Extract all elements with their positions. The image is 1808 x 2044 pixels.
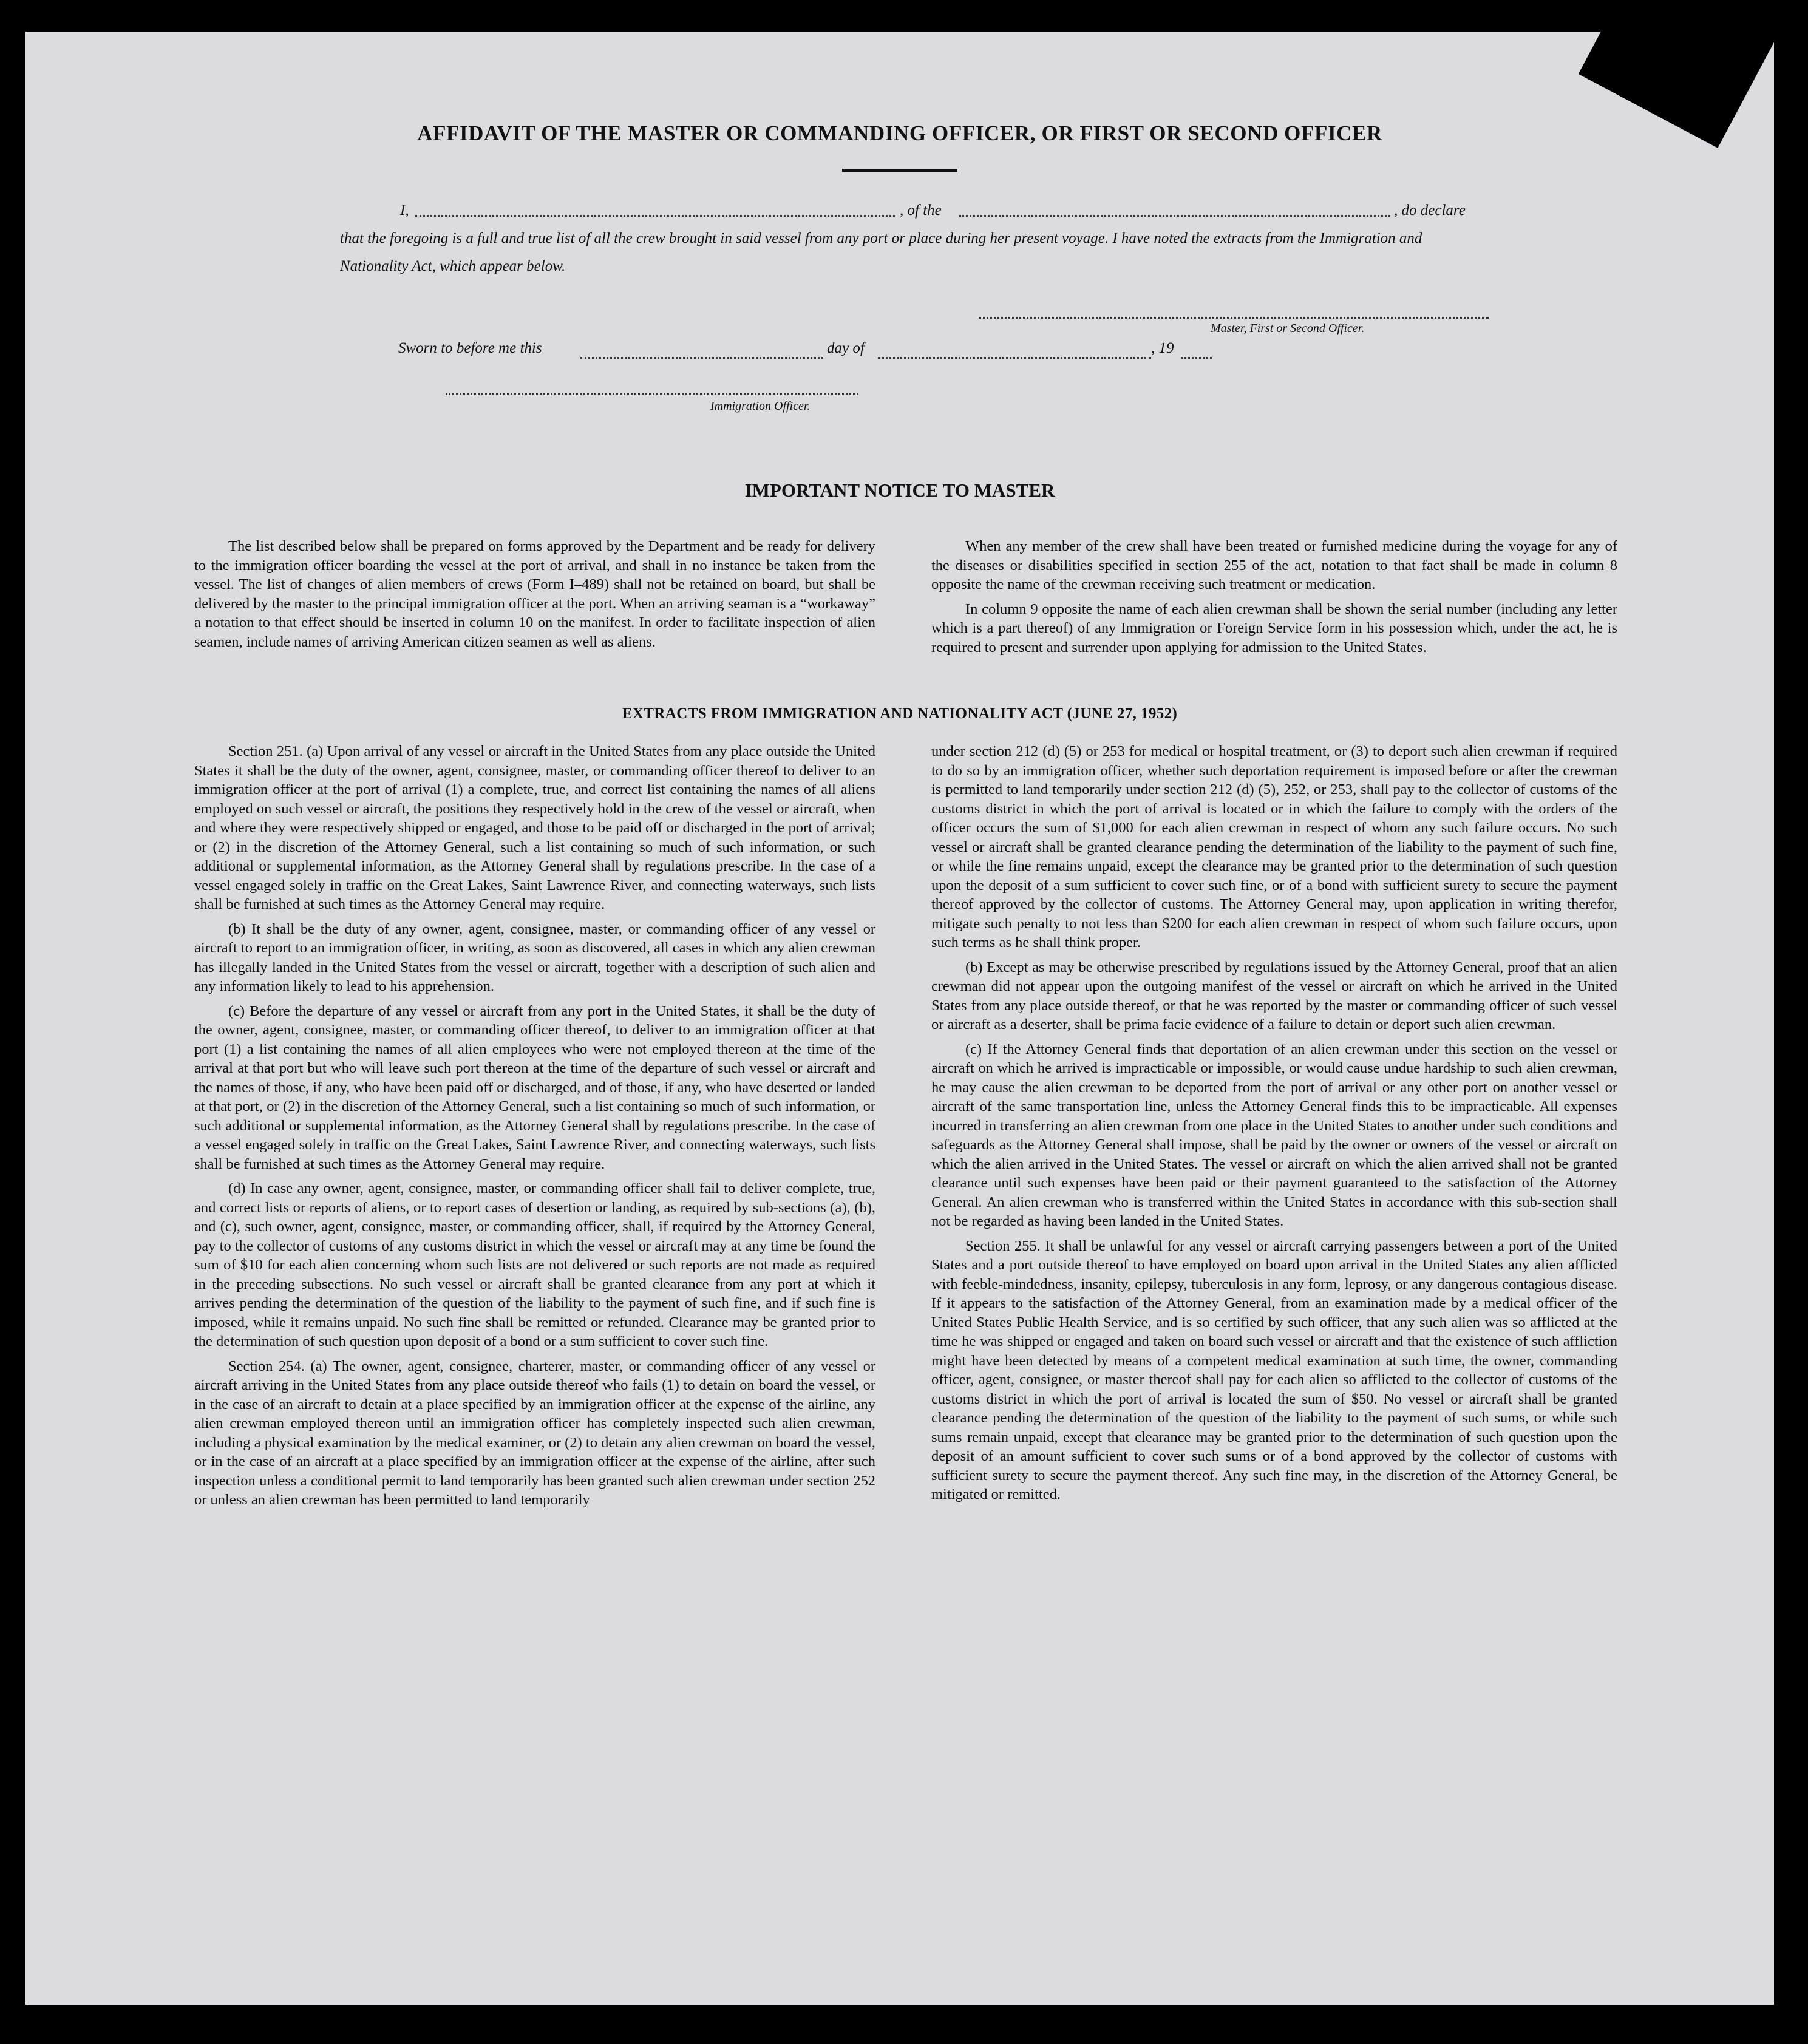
master-signature-label: Master, First or Second Officer.	[1211, 322, 1365, 335]
sworn-day-of: day of	[827, 340, 865, 356]
declaration-body: that the foregoing is a full and true list of all the crew brought in said vessel from any port or place during her present voyage. I have noted the extracts from the Immigration and Nationality Act, which appear below.	[340, 230, 1422, 274]
sworn-date-field[interactable]	[580, 357, 823, 359]
form-page	[25, 32, 1774, 2005]
section-254-b: (b) Except as may be otherwise prescribed by regulations issued by the Attorney General, proof that an alien crewman did not appear upon the outgoing manifest of the vessel or aircraft on which he arrived in the United States from any place outside thereof, or that he was reported by the master or commanding officer of such vessel or aircraft as a deserter, shall be prima facie evidence of a failure to detain or deport such alien crewman.	[931, 959, 1617, 1033]
officer-signature-label: Immigration Officer.	[710, 399, 811, 413]
affidavit-title: AFFIDAVIT OF THE MASTER OR COMMANDING OFFICER, OR FIRST OR SECOND OFFICER	[417, 121, 1382, 145]
extracts-right-column	[931, 742, 1617, 1510]
sworn-line	[398, 340, 1279, 364]
declarant-name-field[interactable]	[415, 215, 895, 217]
notice-right-column	[931, 537, 1617, 662]
section-251-d: (d) In case any owner, agent, consignee, master, or commanding officer shall fail to deliver complete, true, and correct lists or reports of aliens, or to report cases of desertion or landing, as required by sub-sections (a), (b), and (c), such owner, agent, consignee, master, or commanding officer, shall, if required by the Attorney General, pay to the collector of customs of any customs district in which the vessel or aircraft may at any time be found the sum of $10 for each alien concerning whom such lists are not delivered or such reports are not made as required in the preceding subsections. No such vessel or aircraft shall be granted clearance from any port at which it arrives pending the determination of the question of the liability to the payment of such fine, and if such fine is imposed, while it remains unpaid. No such fine shall be remitted or refunded. Clearance may be granted prior to the determination of such question upon deposit of a bond or a sum sufficient to cover such fine.	[194, 1180, 875, 1350]
section-251-a: Section 251. (a) Upon arrival of any vessel or aircraft in the United States from any place outside the United States it shall be the duty of the owner, agent, consignee, master, or commanding officer thereof to deliver to an immigration officer at the port of arrival (1) a complete, true, and correct list containing the names of all aliens employed on such vessel or aircraft, the positions they respectively hold in the crew of the vessel or aircraft, when and where they were respectively shipped or engaged, and those to be paid off or discharged in the port of arrival; or (2) in the discretion of the Attorney General, such a list containing so much of such information, or such additional or supplemental information, as the Attorney General shall by regulations prescribe. In the case of a vessel engaged solely in traffic on the Great Lakes, Saint Lawrence River, and connecting waterways, such lists shall be furnished at such times as the Attorney General may require.	[194, 743, 875, 912]
declaration-do-declare: , do declare	[1394, 202, 1466, 219]
notice-paragraph: In column 9 opposite the name of each alien crewman shall be shown the serial number (including any letter which is a part thereof) of any Immigration or Foreign Service form in his possession which, under the act, he is required to present and surrender upon applying for admission to the United States.	[931, 600, 1617, 656]
sworn-lead: Sworn to before me this	[398, 340, 542, 356]
notice-paragraph: When any member of the crew shall have been treated or furnished medicine during the voyage for any of the diseases or disabilities specified in section 255 of the act, notation to that fact shall be made in column 8 opposite the name of the crewman receiving such treatment or medication.	[931, 538, 1617, 592]
master-signature-line[interactable]	[979, 317, 1489, 319]
section-251-b: (b) It shall be the duty of any owner, agent, consignee, master, or commanding officer of any vessel or aircraft to report to an immigration officer, in writing, as soon as discovered, all cases in which any alien crewman has illegally landed in the United States from the vessel or aircraft, together with a description of such alien and any information likely to lead to his apprehension.	[194, 920, 875, 994]
section-254-a: Section 254. (a) The owner, agent, consignee, charterer, master, or commanding officer of any vessel or aircraft arriving in the United States from any place outside thereof who fails (1) to detain on board the vessel, or in the case of an aircraft to detain at a place specified by an immigration officer at the expense of the airline, any alien crewman employed thereon until an immigration officer has completely inspected such alien crewman, including a physical examination by the medical examiner, or (2) to detain any alien crewman on board the vessel, or in the case of an aircraft at a place specified by an immigration officer at the expense of the airline, after such inspection unless a conditional permit to land temporarily has been granted such alien crewman under section 252 or unless an alien crewman has been permitted to land temporarily	[194, 1357, 875, 1508]
officer-signature-line[interactable]	[446, 393, 858, 395]
sworn-month-field[interactable]	[878, 357, 1151, 359]
sworn-year-field[interactable]	[1181, 357, 1212, 359]
declaration-of-the: , of the	[900, 202, 942, 219]
notice-title: IMPORTANT NOTICE TO MASTER	[744, 480, 1055, 501]
extracts-left-column	[194, 742, 875, 1515]
affidavit-declaration	[340, 197, 1494, 280]
section-254-a-continued: under section 212 (d) (5) or 253 for medical or hospital treatment, or (3) to deport such alien crewman if required to do so by an immigration officer, whether such deportation requirement is imposed before or after the crewman is permitted to land temporarily under section 212 (d) (5), 252, or 253, shall pay to the collector of customs of the customs district in which the port of arrival is located or in which the failure to comply with the orders of the officer occurs the sum of $1,000 for each alien crewman in respect of whom any such failure occurs. No such vessel or aircraft shall be granted clearance pending the determination of the liability to the payment of such fine, or while the fine remains unpaid, except the clearance may be granted prior to the determination of such question upon the deposit of a sum sufficient to cover such fine, or of a bond with sufficient surety to secure the payment thereof approved by the collector of customs. The Attorney General may, upon application in writing therefor, mitigate such penalty to not less than $200 for each alien crewman in respect of whom such failure occurs, upon such terms as he shall think proper.	[931, 743, 1617, 951]
section-254-c: (c) If the Attorney General finds that deportation of an alien crewman under this section on the vessel or aircraft on which he arrived is impracticable or impossible, or would cause undue hardship to such alien crewman, he may cause the alien crewman to be deported from the port of arrival or any other port on another vessel or aircraft of the same transportation line, unless the Attorney General finds this to be impracticable. All expenses incurred in transferring an alien crewman from one place in the United States to another under such conditions and safeguards as the Attorney General shall impose, shall be paid by the owner or owners of the vessel or aircraft on which the alien arrived in the United States. The vessel or aircraft on which the alien arrived shall not be granted clearance until such expenses have been paid or their payment guaranteed to the satisfaction of the Attorney General. An alien crewman who is transferred within the United States in accordance with this sub-section shall not be regarded as having been landed in the United States.	[931, 1041, 1617, 1229]
section-255: Section 255. It shall be unlawful for any vessel or aircraft carrying passengers between a port of the United States and a port outside thereof to have employed on board upon arrival in the United States any alien afflicted with feeble-mindedness, insanity, epilepsy, tuberculosis in any form, leprosy, or any dangerous contagious disease. If it appears to the satisfaction of the Attorney General, from an examination made by a medical officer of the United States Public Health Service, and is so certified by such officer, that any such alien was so afflicted at the time he was shipped or engaged and taken on board such vessel or aircraft and that the existence of such affliction might have been detected by means of a competent medical examination at such time, the owner, commanding officer, agent, consignee, or master thereof shall pay for each alien so afflicted to the collector of customs of the customs district in which the port of arrival is located the sum of $50. No vessel or aircraft shall be granted clearance pending the determination of the question of the liability to the payment of such sums, or while such sums remain unpaid, except that clearance may be granted prior to the determination of such question upon the deposit of an amount sufficient to cover such sums or of a bond approved by the collector of customs with sufficient surety to secure the payment thereof. Any such fine may, in the discretion of the Attorney General, be mitigated or remitted.	[931, 1237, 1617, 1502]
declaration-lead: I,	[400, 202, 409, 219]
sworn-year-label: , 19	[1151, 340, 1174, 356]
vessel-name-field[interactable]	[959, 215, 1390, 217]
extracts-title: EXTRACTS FROM IMMIGRATION AND NATIONALITY ACT (JUNE 27, 1952)	[622, 705, 1178, 722]
notice-paragraph: The list described below shall be prepared on forms approved by the Department and be ready for delivery to the immigration officer boarding the vessel at the port of arrival, and shall in no instance be taken from the vessel. The list of changes of alien members of crews (Form I–489) shall not be retained on board, but shall be delivered by the master to the principal immigration officer at the port. When an arriving seaman is a “workaway” a notation to that effect should be inserted in column 10 on the manifest. In order to facilitate inspection of alien seamen, include names of arriving American citizen seamen as well as aliens.	[194, 538, 875, 650]
declaration-line	[340, 197, 1494, 225]
title-divider	[842, 169, 957, 172]
section-251-c: (c) Before the departure of any vessel or aircraft from any port in the United States, it shall be the duty of the owner, agent, consignee, master, or commanding officer thereof, to deliver to an immigration officer at that port (1) a list containing the names of all alien employees who were not employed thereon at the time of the arrival at that port but who will leave such port thereon at the time of the departure of such vessel or aircraft and the names of those, if any, who have been paid off or discharged, and of those, if any, who have deserted or landed at that port, or (2) in the discretion of the Attorney General, such a list containing so much of such information, or such additional or supplemental information, as the Attorney General shall by regulations prescribe. In the case of a vessel engaged solely in traffic on the Great Lakes, Saint Lawrence River, and connecting waterways, such lists shall be furnished at such times as the Attorney General may require.	[194, 1002, 875, 1172]
notice-left-column	[194, 537, 875, 657]
